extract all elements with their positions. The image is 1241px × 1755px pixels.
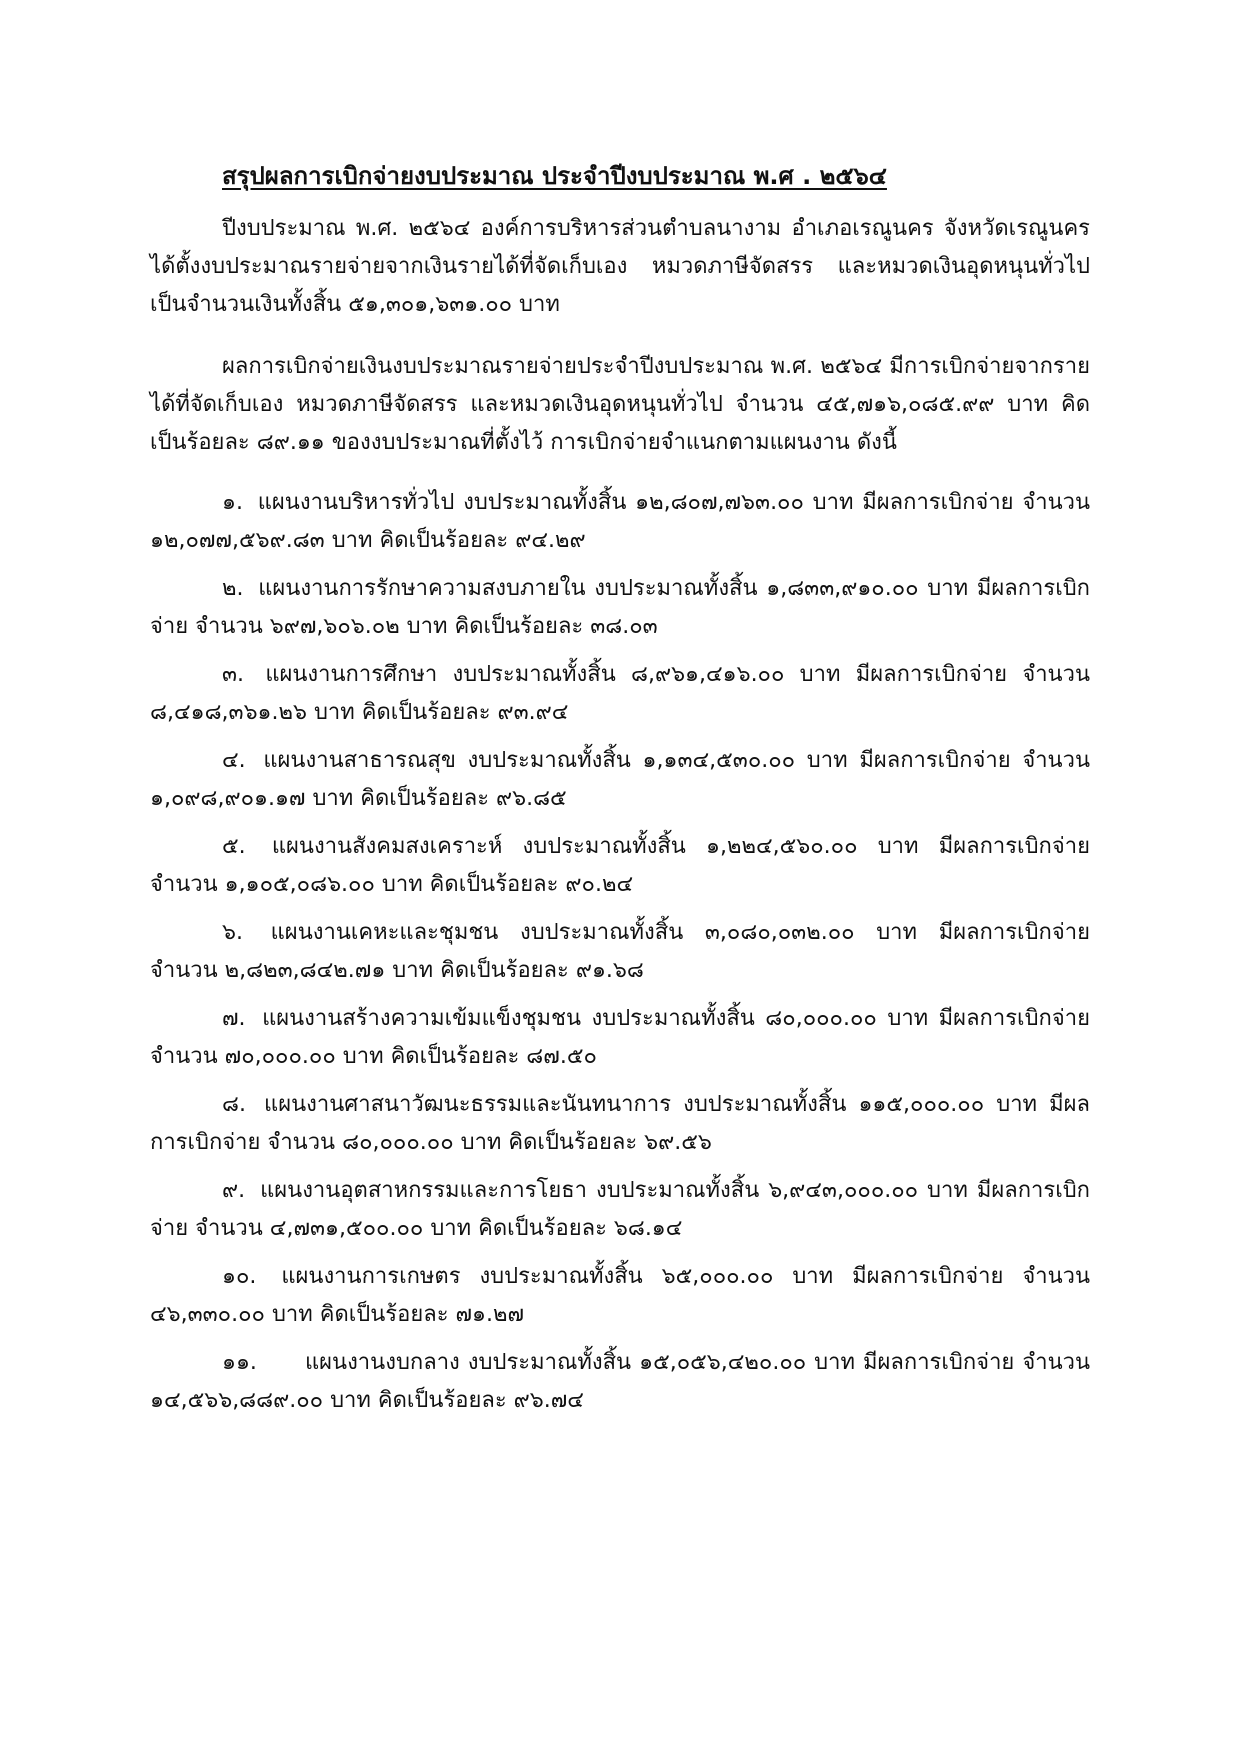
plan-text: แผนงานสาธารณสุข งบประมาณทั้งสิ้น ๑,๑๓๔,๕๓๐.๐๐ บาท มีผลการเบิกจ่าย จำนวน ๑,๐๙๘,๙๐๑.๑๗ บาท คิดเป็นร้อยละ ๙๖.๘๕ (150, 748, 1090, 811)
plan-number: ๑๐. (222, 1264, 257, 1289)
plan-text: แผนงานงบกลาง งบประมาณทั้งสิ้น ๑๕,๐๕๖,๔๒๐.๐๐ บาท มีผลการเบิกจ่าย จำนวน ๑๔,๕๖๖,๘๘๙.๐๐ บาท คิดเป็นร้อยละ ๙๖.๗๔ (150, 1350, 1090, 1413)
plan-item (150, 1258, 1090, 1334)
document-title: สรุปผลการเบิกจ่ายงบประมาณ ประจำปีงบประมาณ พ.ศ . ๒๕๖๔ (222, 162, 887, 190)
plan-list (150, 484, 1090, 1430)
plan-item (150, 742, 1090, 818)
plan-text: แผนงานอุตสาหกรรมและการโยธา งบประมาณทั้งสิ้น ๖,๙๔๓,๐๐๐.๐๐ บาท มีผลการเบิกจ่าย จำนวน ๔,๗๓๑,๕๐๐.๐๐ บาท คิดเป็นร้อยละ ๖๘.๑๔ (150, 1178, 1090, 1241)
plan-number: ๒. (222, 576, 244, 601)
plan-number: ๕. (222, 834, 246, 859)
plan-text: แผนงานการเกษตร งบประมาณทั้งสิ้น ๖๕,๐๐๐.๐๐ บาท มีผลการเบิกจ่าย จำนวน ๔๖,๓๓๐.๐๐ บาท คิดเป็นร้อยละ ๗๑.๒๗ (150, 1264, 1090, 1327)
summary-paragraph: ผลการเบิกจ่ายเงินงบประมาณรายจ่ายประจำปีงบประมาณ พ.ศ. ๒๕๖๔ มีการเบิกจ่ายจากรายได้ที่จัดเก็บเอง หมวดภาษีจัดสรร และหมวดเงินอุดหนุนทั่วไป จำนวน ๔๕,๗๑๖,๐๘๕.๙๙ บาท คิดเป็นร้อยละ ๘๙.๑๑ ของงบประมาณที่ตั้งไว้ การเบิกจ่ายจำแนกตามแผนงาน ดังนี้ (150, 354, 1090, 455)
plan-item (150, 1086, 1090, 1162)
plan-item (150, 1000, 1090, 1076)
plan-text: แผนงานการรักษาความสงบภายใน งบประมาณทั้งสิ้น ๑,๘๓๓,๙๑๐.๐๐ บาท มีผลการเบิกจ่าย จำนวน ๖๙๗,๖๐๖.๐๒ บาท คิดเป็นร้อยละ ๓๘.๐๓ (150, 576, 1090, 639)
plan-item (150, 914, 1090, 990)
plan-number: ๓. (222, 662, 245, 687)
plan-item (150, 570, 1090, 646)
plan-text: แผนงานเคหะและชุมชน งบประมาณทั้งสิ้น ๓,๐๘๐,๐๓๒.๐๐ บาท มีผลการเบิกจ่าย จำนวน ๒,๘๒๓,๘๔๒.๗๑ บาท คิดเป็นร้อยละ ๙๑.๖๘ (150, 920, 1090, 983)
plan-item (150, 828, 1090, 904)
plan-text: แผนงานสังคมสงเคราะห์ งบประมาณทั้งสิ้น ๑,๒๒๔,๕๖๐.๐๐ บาท มีผลการเบิกจ่าย จำนวน ๑,๑๐๕,๐๘๖.๐๐ บาท คิดเป็นร้อยละ ๙๐.๒๔ (150, 834, 1090, 897)
plan-text: แผนงานการศึกษา งบประมาณทั้งสิ้น ๘,๙๖๑,๔๑๖.๐๐ บาท มีผลการเบิกจ่าย จำนวน ๘,๔๑๘,๓๖๑.๒๖ บาท คิดเป็นร้อยละ ๙๓.๙๔ (150, 662, 1090, 725)
plan-number: ๔. (222, 748, 246, 773)
plan-item (150, 1172, 1090, 1248)
plan-text: แผนงานสร้างความเข้มแข็งชุมชน งบประมาณทั้งสิ้น ๘๐,๐๐๐.๐๐ บาท มีผลการเบิกจ่าย จำนวน ๗๐,๐๐๐.๐๐ บาท คิดเป็นร้อยละ ๘๗.๕๐ (150, 1006, 1090, 1069)
plan-item (150, 484, 1090, 560)
plan-text: แผนงานบริหารทั่วไป งบประมาณทั้งสิ้น ๑๒,๘๐๗,๗๖๓.๐๐ บาท มีผลการเบิกจ่าย จำนวน ๑๒,๐๗๗,๕๖๙.๘๓ บาท คิดเป็นร้อยละ ๙๔.๒๙ (150, 490, 1090, 553)
plan-number: ๖. (222, 920, 243, 945)
plan-number: ๘. (222, 1092, 246, 1117)
plan-number: ๑๑. (222, 1350, 257, 1375)
plan-item (150, 656, 1090, 732)
intro-paragraph: ปีงบประมาณ พ.ศ. ๒๕๖๔ องค์การบริหารส่วนตำบลนางาม อำเภอเรณูนคร จังหวัดเรณูนคร ได้ตั้งงบประมาณรายจ่ายจากเงินรายได้ที่จัดเก็บเอง หมวดภาษีจัดสรร และหมวดเงินอุดหนุนทั่วไป เป็นจำนวนเงินทั้งสิ้น ๕๑,๓๐๑,๖๓๑.๐๐ บาท (150, 216, 1090, 317)
plan-text: แผนงานศาสนาวัฒนะธรรมและนันทนาการ งบประมาณทั้งสิ้น ๑๑๕,๐๐๐.๐๐ บาท มีผลการเบิกจ่าย จำนวน ๘๐,๐๐๐.๐๐ บาท คิดเป็นร้อยละ ๖๙.๕๖ (150, 1092, 1090, 1155)
plan-number: ๑. (222, 490, 243, 515)
plan-item (150, 1344, 1090, 1420)
plan-number: ๗. (222, 1006, 246, 1031)
plan-number: ๙. (222, 1178, 246, 1203)
